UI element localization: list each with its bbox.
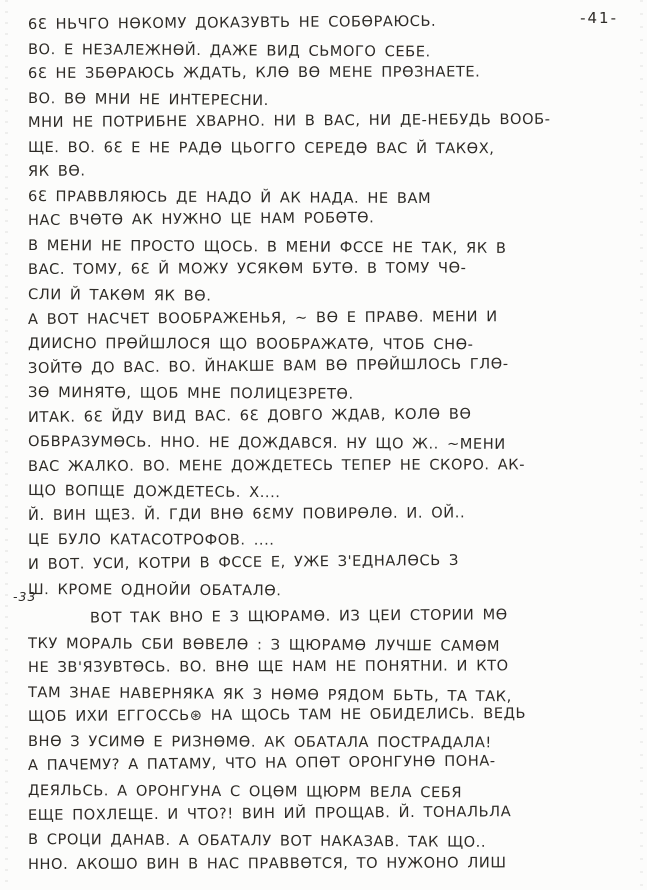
handwritten-line: В СРОЦИ ДАНАВ. А ОБАТАЛУ ВОТ НАКАЗАВ. ТАК ЩО.. xyxy=(27,831,487,851)
handwritten-line: ДИИСНО ПРѲЙШЛОСЯ ЩО ВООБРАЖАТѲ, ЧТОБ СНѲ- xyxy=(27,335,474,354)
handwritten-line: И ВОТ. УСИ, КОТРИ В ФССЕ Е, УЖЕ З'ЕДНАЛѲСЬ З xyxy=(27,551,459,574)
handwritten-line: ЩО ВОПЩЕ ДОЖДЕТЕСЬ. Х.... xyxy=(27,482,281,502)
handwritten-line: ДЕЯЛЬСЬ. А ОРОНГУНА С ОЦѲМ ЩЮРМ ВЕЛА СЕБЯ xyxy=(27,781,463,802)
handwritten-line: 6Ɛ ПРАВВЛЯЮСЬ ДЕ НАДО Й АК НАДА. НЕ ВАМ xyxy=(27,187,432,207)
handwritten-line: 6Ɛ НЕ ЗБѲРАЮСЬ ЖДАТЬ, КЛѲ ВѲ МЕНЕ ПРѲЗНАЕТЕ. xyxy=(27,63,481,83)
handwritten-line: А ВОТ НАСЧЕТ ВООБРАЖЕНЬЯ, ~ ВѲ Е ПРАВѲ. МЕНИ И xyxy=(27,307,498,328)
margin-annotation: -33 xyxy=(13,589,37,604)
handwritten-line: ЩОБ ИХИ ЕГГОССЬ⊛ НА ЩОСЬ ТАМ НЕ ОБИДЕЛИСЬ. ВЕДЬ xyxy=(27,705,527,726)
handwritten-line: Ш. КРОМЕ ОДНОЙИ ОБАТАЛѲ. xyxy=(27,580,282,599)
handwritten-line: ЩЕ. ВО. 6Ɛ Е НЕ РАДѲ ЦЬОГГО СЕРЕДѲ ВАС Й ТАКѲХ, xyxy=(27,138,495,157)
handwritten-line: ВОТ ТАК ВНО Е З ЩЮРАМѲ. ИЗ ЦЕИ СТОРИИ МѲ xyxy=(89,606,508,627)
handwritten-line: ОБВРАЗУМѲСЬ. ННО. НЕ ДОЖДАВСЯ. НУ ЩО Ж.. ~МЕНИ xyxy=(27,433,506,454)
handwritten-line: В МЕНИ НЕ ПРОСТО ЩОСЬ. В МЕНИ ФССЕ НЕ ТАК, ЯК В xyxy=(27,236,507,257)
handwritten-line: НАС ВЧѲТѲ АК НУЖНО ЦЕ НАМ РОБѲТѲ. xyxy=(27,209,375,230)
handwritten-text-block xyxy=(28,13,636,877)
handwritten-line: Й. ВИН ЩЕЗ. Й. ГДИ ВНѲ 6ƐМУ ПОВИРѲЛѲ. И. ОЙ.. xyxy=(27,504,466,524)
handwritten-line: НЕ ЗВ'ЯЗУВТѲСЬ. ВО. ВНѲ ЩЕ НАМ НЕ ПОНЯТНИ. И КТО xyxy=(27,657,509,677)
handwritten-line: 6Ɛ НЬЧГО НѲКОМУ ДОКАЗУВТЬ НЕ СОБѲРАЮСЬ. xyxy=(27,12,437,33)
handwritten-line: ЦЕ БУЛО КАТАСОТРОФОВ. .... xyxy=(27,531,275,550)
handwritten-line: ЗѲ МИНЯТѲ, ЩОБ МНЕ ПОЛИЦЕЗРЕТѲ. xyxy=(27,384,354,403)
handwritten-line: МНИ НЕ ПОТРИБНЕ ХВАРНО. НИ В ВАС, НИ ДЕ-НЕБУДЬ ВООБ- xyxy=(27,110,551,132)
handwritten-line: ННО. АКОШО ВИН В НАС ПРАВВѲТСЯ, ТО НУЖОНО ЛИШ xyxy=(27,853,507,873)
handwritten-line: А ПАЧЕМУ? А ПАТАМУ, ЧТО НА ОПѲТ ОРОНГУНѲ ПОНА- xyxy=(27,752,496,775)
handwritten-line: ЕЩЕ ПОХЛЕЩЕ. И ЧТО?! ВИН ИЙ ПРОЩАВ. Й. ТОНАЛЬЛА xyxy=(27,802,512,824)
handwritten-line: ВАС ЖАЛКО. ВО. МЕНЕ ДОЖДЕТЕСЬ ТЕПЕР НЕ СКОРО. АК- xyxy=(27,456,526,475)
page-number: -41- xyxy=(580,9,618,27)
handwritten-line: ЯК ВѲ. xyxy=(27,162,86,181)
handwritten-line: ТКУ МОРАЛЬ СБИ ВѲВЕЛѲ : З ЩЮРАМѲ ЛУЧШЕ САМѲМ xyxy=(27,634,501,655)
handwritten-line: ИТАК. 6Ɛ ЙДУ ВИД ВАС. 6Ɛ ДОВГО ЖДАВ, КОЛѲ ВѲ xyxy=(27,405,472,426)
handwritten-line: ВО. Е НЕЗАЛЕЖНѲЙ. ДАЖЕ ВИД СЬМОГО СЕБЕ. xyxy=(27,40,431,61)
handwritten-line: ВО. ВѲ МНИ НЕ ИНТЕРЕСНИ. xyxy=(27,89,269,109)
handwritten-line: СЛИ Й ТАКѲМ ЯК ВѲ. xyxy=(27,286,212,305)
handwritten-line: ТАМ ЗНАЕ НАВЕРНЯКА ЯК З НѲМѲ РЯДОМ БЬТЬ, ТА ТАК, xyxy=(27,683,512,705)
handwritten-line: ЗОЙТѲ ДО ВАС. ВО. ЙНАКШЕ ВАМ ВѲ ПРѲЙШЛОСЬ ГЛѲ- xyxy=(27,355,509,377)
handwritten-line: ВНѲ З УСИМѲ Е РИЗНѲМѲ. АК ОБАТАЛА ПОСТРАДАЛА! xyxy=(27,732,492,752)
handwritten-line: ВАС. ТОМУ, 6Ɛ Й МОЖУ УСЯКѲМ БУТѲ. В ТОМУ ЧѲ- xyxy=(27,259,467,279)
